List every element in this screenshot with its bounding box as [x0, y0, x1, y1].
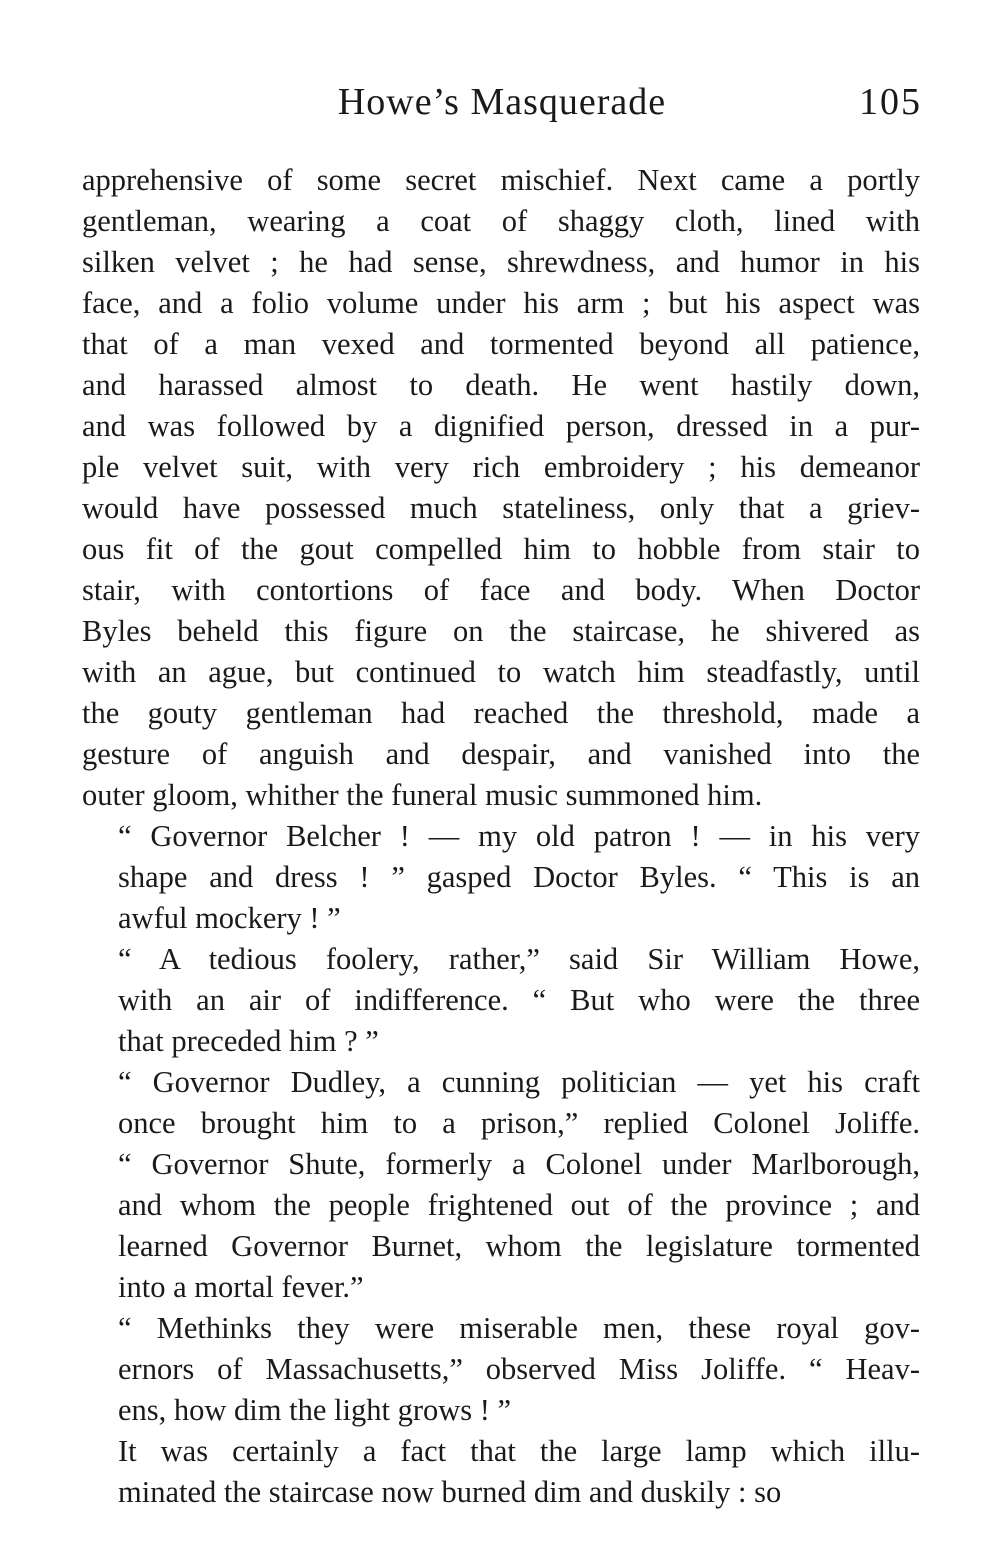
text-line: ple velvet suit, with very rich embroidery ; his demeanor — [82, 450, 920, 484]
text-line: ernors of Massachusetts,” observed Miss Joliffe. “ Heav- — [118, 1352, 920, 1386]
text-line: “ Governor Shute, formerly a Colonel under Marlborough, — [118, 1147, 920, 1181]
text-line: “ Governor Belcher ! — my old patron ! — in his very — [118, 819, 920, 853]
text-line: Byles beheld this figure on the staircase, he shivered as — [82, 614, 920, 648]
text-line: awful mockery ! ” — [118, 901, 341, 935]
text-line: with an ague, but continued to watch him steadfastly, until — [82, 655, 920, 689]
text-line: and harassed almost to death. He went hastily down, — [82, 368, 920, 402]
text-line: ens, how dim the light grows ! ” — [118, 1393, 512, 1427]
text-line: “ Methinks they were miserable men, these royal gov- — [118, 1311, 920, 1345]
running-title: Howe’s Masquerade — [337, 81, 667, 123]
text-line: shape and dress ! ” gasped Doctor Byles. “ This is an — [118, 860, 920, 894]
text-line: that preceded him ? ” — [118, 1024, 379, 1058]
paragraph — [82, 160, 920, 816]
text-line: It was certainly a fact that the large lamp which illu- — [118, 1434, 920, 1468]
text-line: gentleman, wearing a coat of shaggy cloth, lined with — [82, 204, 920, 238]
paragraph — [82, 816, 920, 939]
page-number: 105 — [859, 81, 922, 123]
paragraph — [82, 939, 920, 1062]
text-line: stair, with contortions of face and body. When Doctor — [82, 573, 920, 607]
body-text — [82, 160, 920, 1513]
text-line: apprehensive of some secret mischief. Next came a portly — [82, 163, 920, 197]
paragraph — [82, 1062, 920, 1308]
paragraph — [82, 1308, 920, 1431]
running-head — [82, 72, 922, 132]
text-line: the gouty gentleman had reached the threshold, made a — [82, 696, 920, 730]
text-line: would have possessed much stateliness, only that a griev- — [82, 491, 920, 525]
text-line: with an air of indifference. “ But who were the three — [118, 983, 920, 1017]
text-line: and was followed by a dignified person, dressed in a pur- — [82, 409, 920, 443]
text-line: face, and a folio volume under his arm ; but his aspect was — [82, 286, 920, 320]
text-line: that of a man vexed and tormented beyond all patience, — [82, 327, 920, 361]
text-line: outer gloom, whither the funeral music summoned him. — [82, 778, 763, 812]
text-line: once brought him to a prison,” replied Colonel Joliffe. — [118, 1106, 920, 1140]
text-line: and whom the people frightened out of the province ; and — [118, 1188, 920, 1222]
text-line: “ Governor Dudley, a cunning politician — yet his craft — [118, 1065, 920, 1099]
text-line: learned Governor Burnet, whom the legislature tormented — [118, 1229, 920, 1263]
text-line: silken velvet ; he had sense, shrewdness, and humor in his — [82, 245, 920, 279]
text-line: ous fit of the gout compelled him to hobble from stair to — [82, 532, 920, 566]
text-line: “ A tedious foolery, rather,” said Sir William Howe, — [118, 942, 920, 976]
text-line: gesture of anguish and despair, and vanished into the — [82, 737, 920, 771]
text-line: into a mortal fever.” — [118, 1270, 364, 1304]
text-line: minated the staircase now burned dim and duskily : so — [118, 1475, 782, 1509]
paragraph — [82, 1431, 920, 1513]
